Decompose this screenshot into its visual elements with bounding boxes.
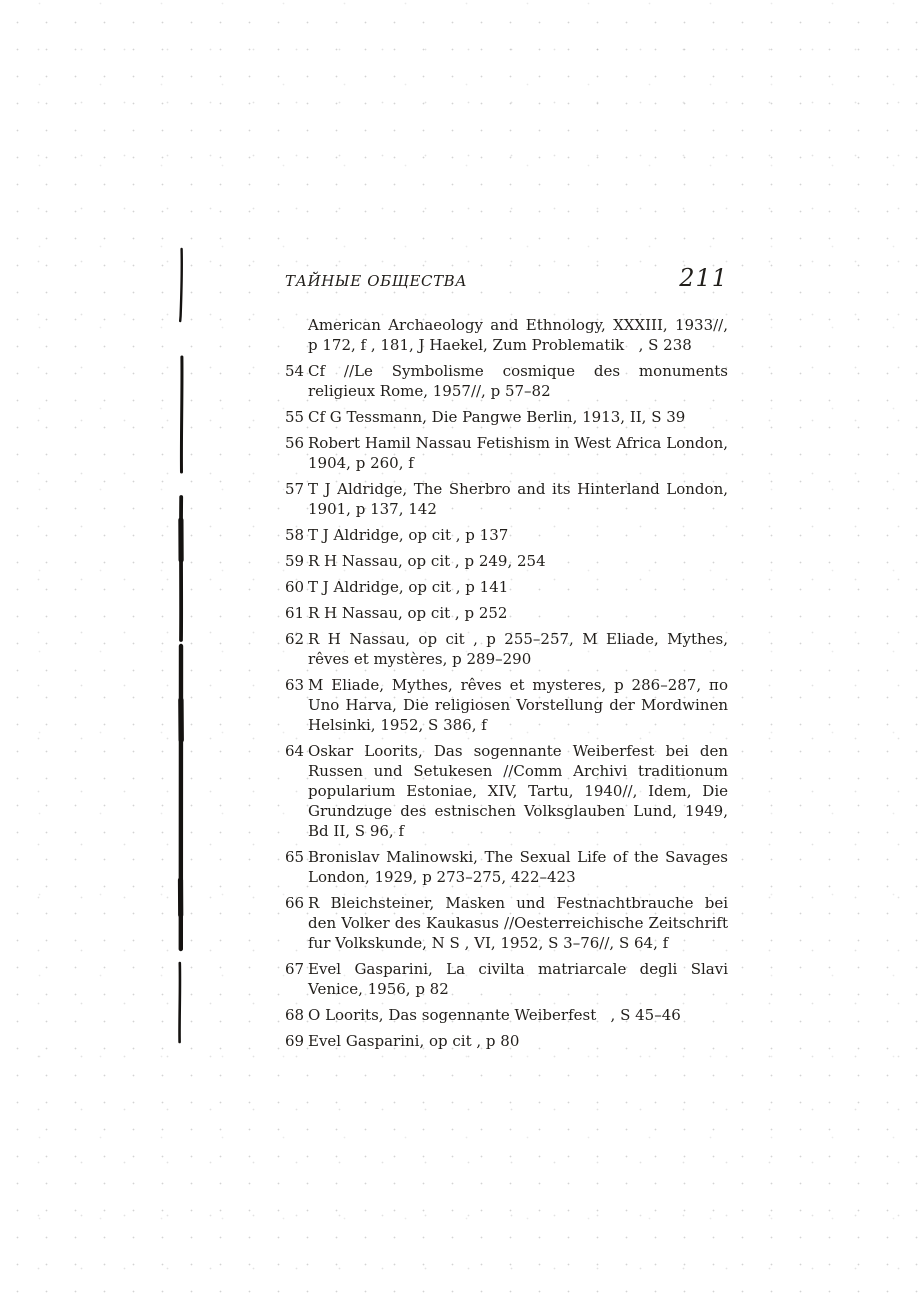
footnote-item [285,433,728,473]
footnote-number: 67 [285,960,305,978]
footnote-item [285,741,728,841]
footnote-item [285,407,728,427]
footnote-text: Oskar Loorits, Das sogennante Weiberfest bei den Russen und Setukesen //Comm Archivi traditionum popularium Estoniae, XIV, Tartu, 1940//, Idem, Die Grundzuge des estnischen Volksglauben Lund, 1949, Bd II, S 96, f [308,742,728,840]
footnote-text: Robert Hamil Nassau Fetishism in West Africa London, 1904, p 260, f [308,434,728,472]
footnote-item [285,525,728,545]
footnote-text: R H Nassau, op cit , p 252 [308,604,508,622]
footnote-item [285,959,728,999]
footnote-number: 68 [285,1006,305,1024]
footnote-text: Cf //Le Symbolisme cosmique des monuments religieux Rome, 1957//, p 57–82 [308,362,728,400]
footnote-item [285,675,728,735]
running-header [285,264,728,292]
footnote-item [285,629,728,669]
footnote-number: 66 [285,894,305,912]
footnote-text: Evel Gasparini, La civilta matriarcale degli Slavi Venice, 1956, p 82 [308,960,728,998]
footnote-text: T J Aldridge, The Sherbro and its Hinterland London, 1901, p 137, 142 [308,480,728,518]
footnote-text: T J Aldridge, op cit , p 137 [308,526,509,544]
footnote-item [285,1031,728,1051]
footnote-item [285,603,728,623]
footnote-text: American Archaeology and Ethnology, XXXIII, 1933//, p 172, f , 181, J Haekel, Zum Problematik , S 238 [308,316,728,354]
footnote-text: Cf G Tessmann, Die Pangwe Berlin, 1913, II, S 39 [308,408,686,426]
footnote-number: 59 [285,552,305,570]
footnote-text: Evel Gasparini, op cit , p 80 [308,1032,520,1050]
footnote-item [285,1005,728,1025]
footnote-item [285,551,728,571]
footnote-text: R H Nassau, op cit , p 255–257, M Eliade, Mythes, rêves et mystères, p 289–290 [308,630,728,668]
page-text-block [285,264,728,1057]
footnote-text: M Eliade, Mythes, rêves et mysteres, p 286–287, по Uno Harva, Die religiosen Vorstellung der Mordwinen Helsinki, 1952, S 386, f [308,676,728,734]
footnote-number: 55 [285,408,305,426]
footnote-number: 69 [285,1032,305,1050]
footnote-item [285,479,728,519]
footnote-number: 60 [285,578,305,596]
footnote-text: T J Aldridge, op cit , p 141 [308,578,509,596]
footnote-item [285,361,728,401]
footnote-number: 57 [285,480,305,498]
footnote-text: R Bleichsteiner, Masken und Festnachtbrauche bei den Volker des Kaukasus //Oesterreichische Zeitschrift fur Volkskunde, N S , VI, 1952, S 3–76//, S 64, f [308,894,728,952]
footnote-number: 63 [285,676,305,694]
footnote-number: 65 [285,848,305,866]
running-header-title: ТАЙНЫЕ ОБЩЕСТВА [285,272,468,290]
notes-list [285,315,728,1051]
footnote-text: O Loorits, Das sogennante Weiberfest , S 45–46 [308,1006,681,1024]
footnote-text: Bronislav Malinowski, The Sexual Life of the Savages London, 1929, p 273–275, 422–423 [308,848,728,886]
footnote-item [285,893,728,953]
footnote-number: 56 [285,434,305,452]
footnote-number: 64 [285,742,305,760]
footnote-number: 58 [285,526,305,544]
footnote-text: R H Nassau, op cit , p 249, 254 [308,552,546,570]
footnote-item [285,847,728,887]
page-number: 211 [679,264,728,292]
footnote-item [285,315,728,355]
footnote-number: 54 [285,362,305,380]
footnote-number: 61 [285,604,305,622]
footnote-item [285,577,728,597]
footnote-number: 62 [285,630,305,648]
